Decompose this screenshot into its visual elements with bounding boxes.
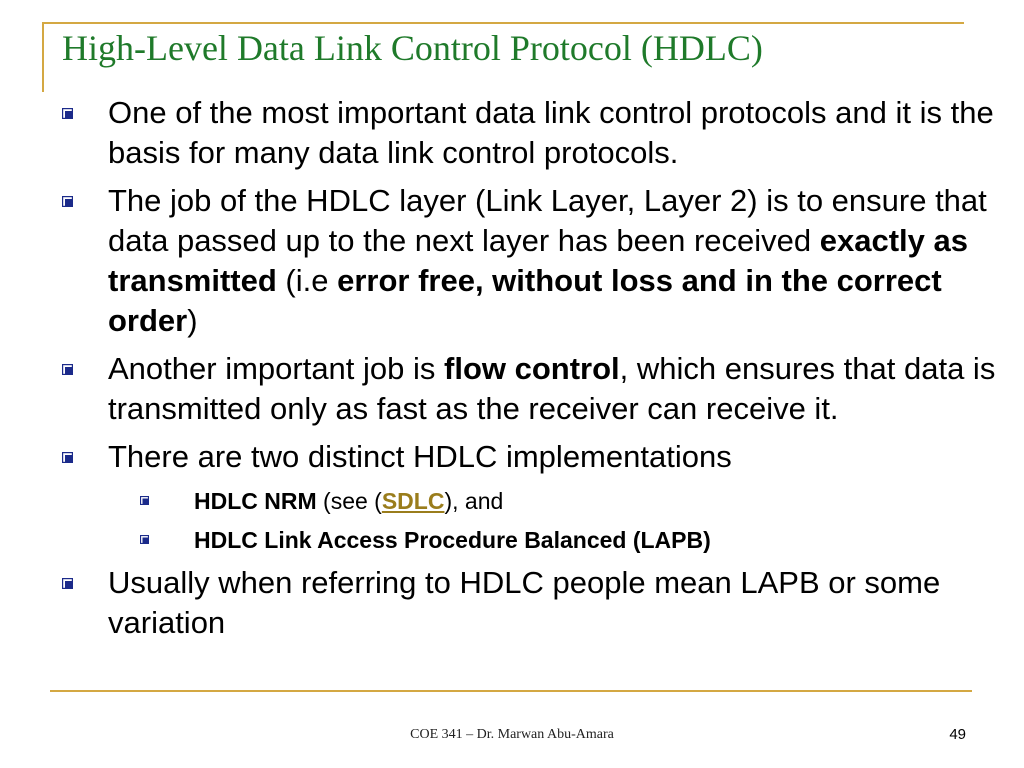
bullet-text: Another important job is <box>108 351 445 386</box>
emphasis-text: HDLC NRM <box>194 488 317 514</box>
bullet-item <box>62 181 1002 341</box>
slide-title: High-Level Data Link Control Protocol (HDLC) <box>62 28 763 68</box>
bullet-item <box>62 437 1002 477</box>
title-accent-top-line <box>42 22 964 24</box>
sub-bullet-text: (see ( <box>316 488 382 514</box>
square-bullet-icon <box>62 364 73 375</box>
bullet-item <box>62 563 1002 643</box>
emphasis-text: exactly as transmitted <box>108 223 968 298</box>
square-bullet-icon <box>62 108 73 119</box>
slide-body <box>62 93 1002 651</box>
emphasis-text: HDLC Link Access Procedure Balanced (LAPB) <box>194 527 711 553</box>
title-accent-vertical-line <box>42 22 44 92</box>
square-bullet-icon <box>62 452 73 463</box>
square-bullet-icon <box>62 578 73 589</box>
bullet-text: , which ensures that data is transmitted only as fast as the receiver can receive it. <box>108 351 996 426</box>
bullet-item <box>62 93 1002 173</box>
bullet-text: (i.e <box>276 263 338 298</box>
square-bullet-icon <box>140 496 149 505</box>
bullet-text: The job of the HDLC layer (Link Layer, Layer 2) is to ensure that data passed up to the next layer has been received <box>108 183 987 258</box>
sdlc-link[interactable]: SDLC <box>381 488 445 514</box>
square-bullet-icon <box>140 535 149 544</box>
emphasis-text: flow control <box>444 351 620 386</box>
square-bullet-icon <box>62 196 73 207</box>
bullet-text: One of the most important data link control protocols and it is the basis for many data link control protocols. <box>108 95 994 170</box>
emphasis-text: error free, without loss and in the correct order <box>108 263 942 338</box>
footer-divider-line <box>50 690 972 692</box>
page-number: 49 <box>949 726 966 743</box>
bullet-text: ) <box>187 303 198 338</box>
bullet-text: Usually when referring to HDLC people mean LAPB or some variation <box>108 565 941 640</box>
sub-bullet-item <box>62 524 1002 556</box>
sub-bullet-text: ), and <box>444 488 504 514</box>
bullet-item <box>62 349 1002 429</box>
sub-bullet-item <box>62 485 1002 517</box>
bullet-text: There are two distinct HDLC implementations <box>108 439 732 474</box>
footer-text: COE 341 – Dr. Marwan Abu-Amara <box>410 727 614 742</box>
